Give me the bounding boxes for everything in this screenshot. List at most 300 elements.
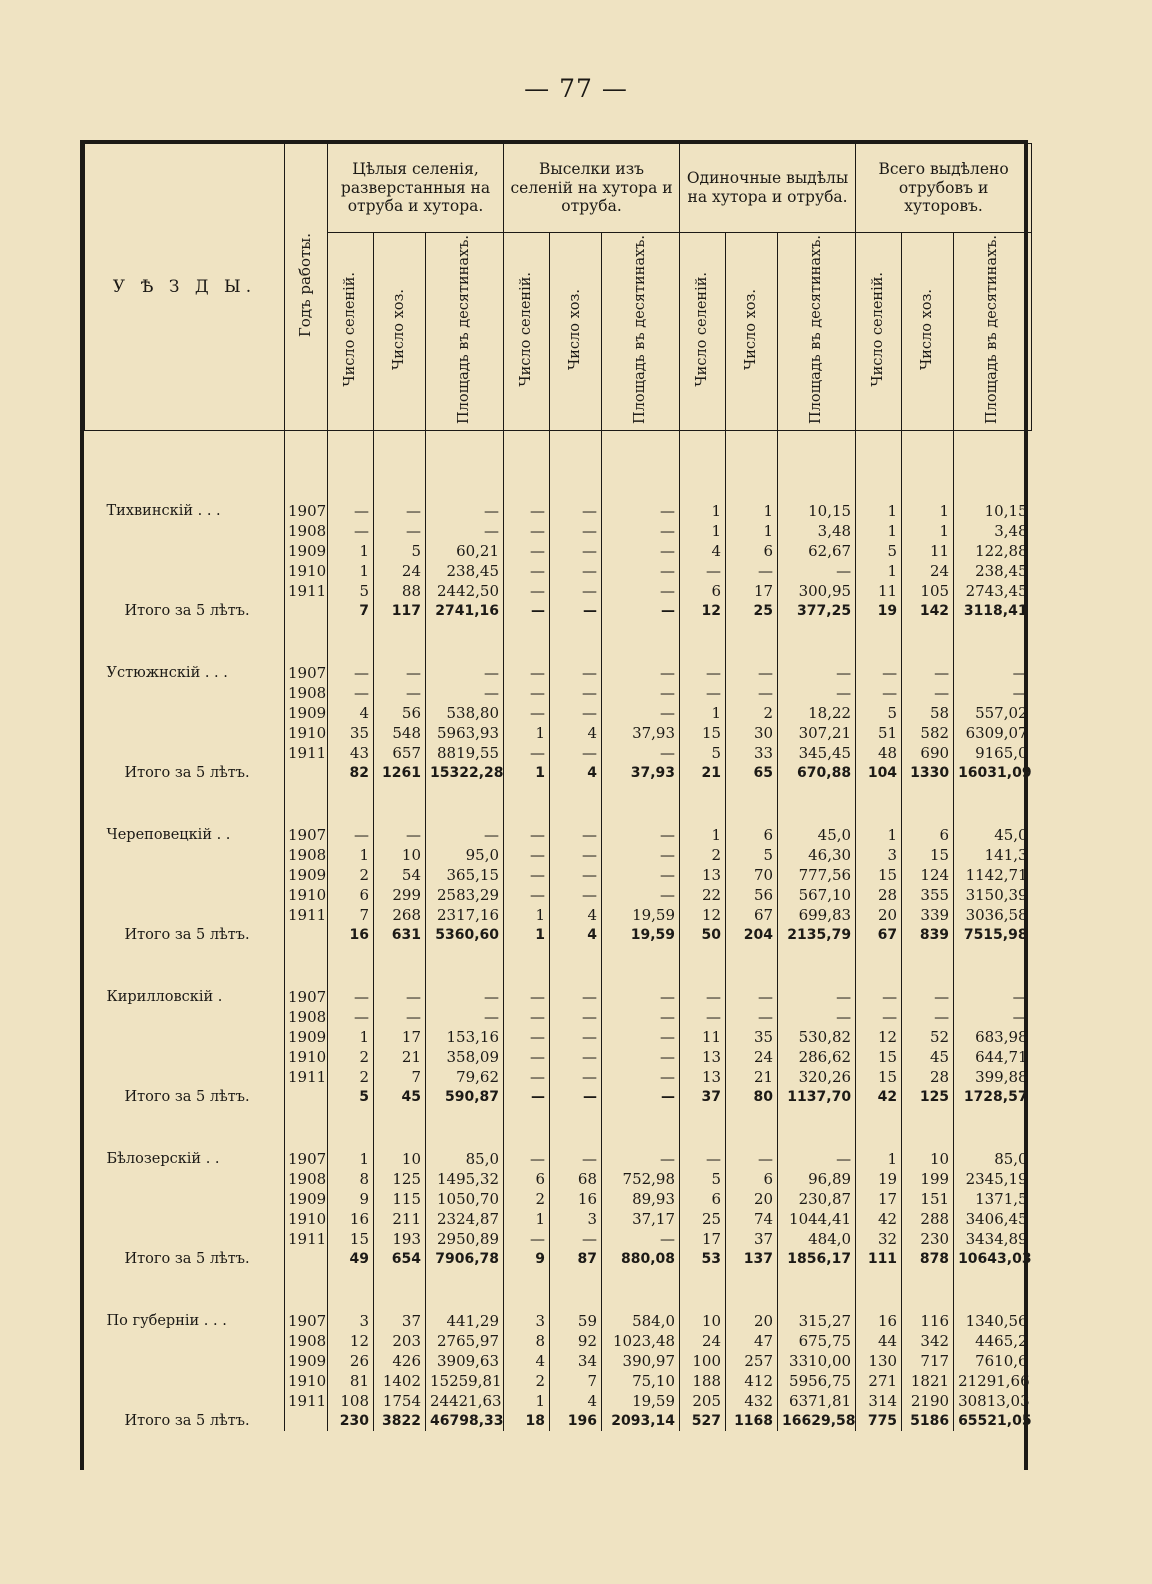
table-row [85, 865, 1032, 885]
value-cell: — [550, 1229, 602, 1249]
total-value-cell: 5186 [902, 1411, 954, 1431]
value-cell: — [426, 987, 504, 1007]
value-cell: 8819,55 [426, 743, 504, 763]
year-cell: 1911 [285, 1391, 328, 1411]
year-cell: 1907 [285, 987, 328, 1007]
total-value-cell: 125 [902, 1087, 954, 1107]
year-header: Годъ работы. [285, 144, 328, 431]
value-cell: 24 [680, 1331, 726, 1351]
value-cell: 12 [680, 905, 726, 925]
value-cell: 3,48 [778, 521, 856, 541]
value-cell: 257 [726, 1351, 778, 1371]
value-cell: 1 [856, 501, 902, 521]
value-cell: 15 [902, 845, 954, 865]
year-cell: 1909 [285, 1351, 328, 1371]
total-value-cell: 878 [902, 1249, 954, 1269]
value-cell: — [504, 1229, 550, 1249]
total-row [85, 925, 1032, 945]
table-row [85, 1371, 1032, 1391]
total-value-cell: 67 [856, 925, 902, 945]
value-cell: 538,80 [426, 703, 504, 723]
value-cell: — [504, 521, 550, 541]
value-cell: — [550, 825, 602, 845]
value-cell: 24421,63 [426, 1391, 504, 1411]
value-cell: — [374, 1007, 426, 1027]
value-cell: 3434,89 [954, 1229, 1032, 1249]
value-cell: 116 [902, 1311, 954, 1331]
subheader-area: Площадь въ десятинахъ. [426, 233, 504, 431]
value-cell: 582 [902, 723, 954, 743]
total-value-cell: 37 [680, 1087, 726, 1107]
value-cell: 52 [902, 1027, 954, 1047]
total-value-cell: 10643,03 [954, 1249, 1032, 1269]
total-value-cell: 53 [680, 1249, 726, 1269]
value-cell: — [328, 825, 374, 845]
spacer-row [85, 621, 1032, 663]
value-cell: 74 [726, 1209, 778, 1229]
year-cell: 1907 [285, 501, 328, 521]
value-cell: 238,45 [954, 561, 1032, 581]
value-cell: 432 [726, 1391, 778, 1411]
total-value-cell: 2093,14 [602, 1411, 680, 1431]
value-cell: — [602, 1067, 680, 1087]
value-cell: — [902, 1007, 954, 1027]
value-cell: — [680, 1149, 726, 1169]
value-cell: 1 [680, 825, 726, 845]
value-cell: 4 [550, 905, 602, 925]
value-cell: — [374, 683, 426, 703]
value-cell: — [328, 1007, 374, 1027]
total-value-cell: 16 [328, 925, 374, 945]
value-cell: — [374, 987, 426, 1007]
value-cell: — [504, 1067, 550, 1087]
value-cell: 441,29 [426, 1311, 504, 1331]
value-cell: 300,95 [778, 581, 856, 601]
value-cell: 11 [856, 581, 902, 601]
value-cell: 2190 [902, 1391, 954, 1411]
value-cell: 10,15 [778, 501, 856, 521]
value-cell: 13 [680, 1047, 726, 1067]
table-row [85, 743, 1032, 763]
value-cell: — [856, 663, 902, 683]
value-cell: 1 [680, 703, 726, 723]
year-cell: 1910 [285, 561, 328, 581]
value-cell: — [954, 663, 1032, 683]
value-cell: 56 [726, 885, 778, 905]
value-cell: 5 [680, 1169, 726, 1189]
value-cell: 1402 [374, 1371, 426, 1391]
value-cell: 6 [726, 1169, 778, 1189]
value-cell: 62,67 [778, 541, 856, 561]
value-cell: 426 [374, 1351, 426, 1371]
year-cell: 1909 [285, 703, 328, 723]
value-cell: 584,0 [602, 1311, 680, 1331]
value-cell: 115 [374, 1189, 426, 1209]
value-cell: — [550, 743, 602, 763]
value-cell: 8 [328, 1169, 374, 1189]
value-cell: 85,0 [954, 1149, 1032, 1169]
value-cell: — [374, 501, 426, 521]
total-value-cell: 25 [726, 601, 778, 621]
value-cell: — [954, 683, 1032, 703]
value-cell: 19,59 [602, 1391, 680, 1411]
value-cell: 1495,32 [426, 1169, 504, 1189]
value-cell: — [550, 501, 602, 521]
value-cell: — [726, 561, 778, 581]
value-cell: 5 [374, 541, 426, 561]
uezd-name: Череповецкій . . [106, 826, 231, 843]
value-cell: 12 [328, 1331, 374, 1351]
value-cell: 2583,29 [426, 885, 504, 905]
total-value-cell: 21 [680, 763, 726, 783]
statistics-table-frame [80, 140, 1032, 1470]
value-cell: 37 [726, 1229, 778, 1249]
year-cell: 1908 [285, 521, 328, 541]
value-cell: — [856, 1007, 902, 1027]
value-cell: — [504, 541, 550, 561]
value-cell: 2 [328, 1067, 374, 1087]
value-cell: — [954, 987, 1032, 1007]
total-row [85, 1087, 1032, 1107]
value-cell: — [504, 825, 550, 845]
value-cell: — [602, 663, 680, 683]
value-cell: 17 [680, 1229, 726, 1249]
value-cell: 125 [374, 1169, 426, 1189]
value-cell: — [902, 987, 954, 1007]
value-cell: — [726, 987, 778, 1007]
value-cell: — [374, 521, 426, 541]
total-row [85, 763, 1032, 783]
total-label: Итого за 5 лѣтъ. [124, 602, 250, 619]
value-cell: 6 [680, 1189, 726, 1209]
value-cell: 205 [680, 1391, 726, 1411]
value-cell: — [504, 1149, 550, 1169]
value-cell: 4 [550, 723, 602, 743]
value-cell: 6 [328, 885, 374, 905]
value-cell: — [602, 703, 680, 723]
value-cell: 320,26 [778, 1067, 856, 1087]
year-cell: 1909 [285, 541, 328, 561]
total-value-cell: 1330 [902, 763, 954, 783]
value-cell: 1 [856, 561, 902, 581]
value-cell: — [726, 683, 778, 703]
subheader-households: Число хоз. [550, 233, 602, 431]
value-cell: 2950,89 [426, 1229, 504, 1249]
total-value-cell: 1856,17 [778, 1249, 856, 1269]
value-cell: — [902, 663, 954, 683]
value-cell: — [426, 1007, 504, 1027]
value-cell: 3,48 [954, 521, 1032, 541]
table-row [85, 1067, 1032, 1087]
value-cell: 1 [856, 521, 902, 541]
value-cell: 1044,41 [778, 1209, 856, 1229]
uezdy-header: У Ѣ З Д Ы. [85, 144, 285, 431]
value-cell: — [778, 683, 856, 703]
value-cell: 15 [680, 723, 726, 743]
uezd-name: Устюжнскій . . . [106, 664, 228, 681]
value-cell: 19,59 [602, 905, 680, 925]
total-value-cell: 9 [504, 1249, 550, 1269]
value-cell: — [426, 663, 504, 683]
value-cell: 199 [902, 1169, 954, 1189]
value-cell: 2 [726, 703, 778, 723]
value-cell: 2 [328, 1047, 374, 1067]
value-cell: — [550, 845, 602, 865]
value-cell: — [602, 561, 680, 581]
total-value-cell: 1137,70 [778, 1087, 856, 1107]
value-cell: — [550, 885, 602, 905]
total-value-cell: 631 [374, 925, 426, 945]
value-cell: — [680, 1007, 726, 1027]
value-cell: 315,27 [778, 1311, 856, 1331]
value-cell: 92 [550, 1331, 602, 1351]
value-cell: — [504, 885, 550, 905]
value-cell: — [426, 683, 504, 703]
value-cell: 10 [902, 1149, 954, 1169]
subheader-households: Число хоз. [726, 233, 778, 431]
value-cell: — [328, 501, 374, 521]
value-cell: 5 [328, 581, 374, 601]
value-cell: 2345,19 [954, 1169, 1032, 1189]
value-cell: 6 [726, 825, 778, 845]
value-cell: 96,89 [778, 1169, 856, 1189]
total-value-cell: — [550, 601, 602, 621]
table-header [85, 144, 1032, 431]
value-cell: 2765,97 [426, 1331, 504, 1351]
value-cell: 15259,81 [426, 1371, 504, 1391]
subheader-villages: Число селеній. [328, 233, 374, 431]
value-cell: — [504, 1047, 550, 1067]
total-value-cell: 12 [680, 601, 726, 621]
value-cell: — [778, 987, 856, 1007]
year-cell: 1907 [285, 1311, 328, 1331]
value-cell: 2 [680, 845, 726, 865]
value-cell: 67 [726, 905, 778, 925]
value-cell: 17 [856, 1189, 902, 1209]
table-row [85, 683, 1032, 703]
value-cell: — [504, 501, 550, 521]
year-cell: 1909 [285, 1027, 328, 1047]
value-cell: — [680, 663, 726, 683]
value-cell: 37,93 [602, 723, 680, 743]
value-cell: — [550, 581, 602, 601]
year-cell: 1908 [285, 1169, 328, 1189]
spacer-row [85, 430, 1032, 501]
value-cell: 108 [328, 1391, 374, 1411]
value-cell: 18,22 [778, 703, 856, 723]
value-cell: 6 [680, 581, 726, 601]
total-label: Итого за 5 лѣтъ. [124, 926, 250, 943]
value-cell: 777,56 [778, 865, 856, 885]
value-cell: 230,87 [778, 1189, 856, 1209]
total-value-cell: 839 [902, 925, 954, 945]
table-row [85, 1331, 1032, 1351]
value-cell: — [328, 987, 374, 1007]
total-value-cell: — [504, 601, 550, 621]
total-label: Итого за 5 лѣтъ. [124, 1412, 250, 1429]
value-cell: 45,0 [778, 825, 856, 845]
total-label: Итого за 5 лѣтъ. [124, 1088, 250, 1105]
value-cell: 9165,0 [954, 743, 1032, 763]
value-cell: 342 [902, 1331, 954, 1351]
value-cell: — [602, 987, 680, 1007]
value-cell: 59 [550, 1311, 602, 1331]
value-cell: — [504, 1027, 550, 1047]
value-cell: 1 [902, 501, 954, 521]
total-value-cell: 230 [328, 1411, 374, 1431]
total-value-cell: 775 [856, 1411, 902, 1431]
spacer-row [85, 945, 1032, 987]
table-row [85, 1391, 1032, 1411]
spacer-row [85, 783, 1032, 825]
total-value-cell: 7515,98 [954, 925, 1032, 945]
table-row [85, 1027, 1032, 1047]
subheader-area: Площадь въ десятинахъ. [954, 233, 1032, 431]
value-cell: 51 [856, 723, 902, 743]
value-cell: 81 [328, 1371, 374, 1391]
total-value-cell: — [602, 1087, 680, 1107]
total-value-cell: 80 [726, 1087, 778, 1107]
total-value-cell: 5360,60 [426, 925, 504, 945]
value-cell: 70 [726, 865, 778, 885]
value-cell: 26 [328, 1351, 374, 1371]
value-cell: — [504, 581, 550, 601]
total-value-cell: 16629,58 [778, 1411, 856, 1431]
value-cell: 6 [504, 1169, 550, 1189]
value-cell: — [504, 987, 550, 1007]
value-cell: 20 [726, 1311, 778, 1331]
subheader-villages: Число селеній. [680, 233, 726, 431]
table-row [85, 541, 1032, 561]
value-cell: — [426, 501, 504, 521]
total-value-cell: 18 [504, 1411, 550, 1431]
value-cell: 4 [504, 1351, 550, 1371]
value-cell: 567,10 [778, 885, 856, 905]
total-label: Итого за 5 лѣтъ. [124, 1250, 250, 1267]
value-cell: — [602, 521, 680, 541]
value-cell: 58 [902, 703, 954, 723]
table-row [85, 1169, 1032, 1189]
year-cell: 1911 [285, 1067, 328, 1087]
value-cell: 6309,07 [954, 723, 1032, 743]
value-cell: 690 [902, 743, 954, 763]
year-cell: 1910 [285, 885, 328, 905]
value-cell: 717 [902, 1351, 954, 1371]
total-value-cell: 19,59 [602, 925, 680, 945]
value-cell: 3 [856, 845, 902, 865]
value-cell: 288 [902, 1209, 954, 1229]
value-cell: 48 [856, 743, 902, 763]
value-cell: 188 [680, 1371, 726, 1391]
value-cell: 1 [856, 1149, 902, 1169]
total-value-cell: — [602, 601, 680, 621]
value-cell: 412 [726, 1371, 778, 1391]
value-cell: 268 [374, 905, 426, 925]
value-cell: 238,45 [426, 561, 504, 581]
spacer-row [85, 1107, 1032, 1149]
value-cell: 13 [680, 865, 726, 885]
table-row [85, 1189, 1032, 1209]
value-cell: 10,15 [954, 501, 1032, 521]
value-cell: 548 [374, 723, 426, 743]
value-cell: 2743,45 [954, 581, 1032, 601]
value-cell: — [902, 683, 954, 703]
total-value-cell: 104 [856, 763, 902, 783]
total-label: Итого за 5 лѣтъ. [124, 764, 250, 781]
value-cell: 24 [726, 1047, 778, 1067]
page-number: — 77 — [524, 74, 628, 103]
table-row [85, 885, 1032, 905]
year-cell: 1910 [285, 723, 328, 743]
value-cell: 390,97 [602, 1351, 680, 1371]
total-value-cell: 880,08 [602, 1249, 680, 1269]
value-cell: 484,0 [778, 1229, 856, 1249]
value-cell: — [602, 865, 680, 885]
value-cell: 307,21 [778, 723, 856, 743]
value-cell: — [550, 865, 602, 885]
value-cell: 153,16 [426, 1027, 504, 1047]
value-cell: 8 [504, 1331, 550, 1351]
total-value-cell: 377,25 [778, 601, 856, 621]
value-cell: 1 [328, 541, 374, 561]
total-value-cell: 670,88 [778, 763, 856, 783]
value-cell: 3310,00 [778, 1351, 856, 1371]
value-cell: 1 [328, 845, 374, 865]
value-cell: — [504, 561, 550, 581]
value-cell: — [602, 1149, 680, 1169]
table-row [85, 521, 1032, 541]
value-cell: 17 [726, 581, 778, 601]
value-cell: — [550, 663, 602, 683]
value-cell: — [504, 845, 550, 865]
table-row [85, 845, 1032, 865]
value-cell: 271 [856, 1371, 902, 1391]
value-cell: 79,62 [426, 1067, 504, 1087]
value-cell: — [726, 1007, 778, 1027]
value-cell: 16 [328, 1209, 374, 1229]
value-cell: — [550, 987, 602, 1007]
value-cell: 21291,66 [954, 1371, 1032, 1391]
value-cell: 35 [726, 1027, 778, 1047]
value-cell: 1023,48 [602, 1331, 680, 1351]
table-row [85, 723, 1032, 743]
value-cell: 1 [902, 521, 954, 541]
value-cell: 28 [902, 1067, 954, 1087]
value-cell: 657 [374, 743, 426, 763]
value-cell: 12 [856, 1027, 902, 1047]
value-cell: 21 [726, 1067, 778, 1087]
value-cell: 15 [328, 1229, 374, 1249]
table-row [85, 1311, 1032, 1331]
value-cell: 45,0 [954, 825, 1032, 845]
table-row [85, 905, 1032, 925]
value-cell: 1821 [902, 1371, 954, 1391]
value-cell: 24 [902, 561, 954, 581]
value-cell: — [550, 1067, 602, 1087]
value-cell: 1 [726, 501, 778, 521]
value-cell: — [602, 1047, 680, 1067]
subheader-area: Площадь въ десятинахъ. [778, 233, 856, 431]
value-cell: 299 [374, 885, 426, 905]
value-cell: 22 [680, 885, 726, 905]
year-cell: 1909 [285, 865, 328, 885]
subheader-area: Площадь въ десятинахъ. [602, 233, 680, 431]
total-value-cell: 65521,05 [954, 1411, 1032, 1431]
total-value-cell: 7906,78 [426, 1249, 504, 1269]
total-value-cell: 2135,79 [778, 925, 856, 945]
value-cell: — [550, 1047, 602, 1067]
value-cell: 1340,56 [954, 1311, 1032, 1331]
